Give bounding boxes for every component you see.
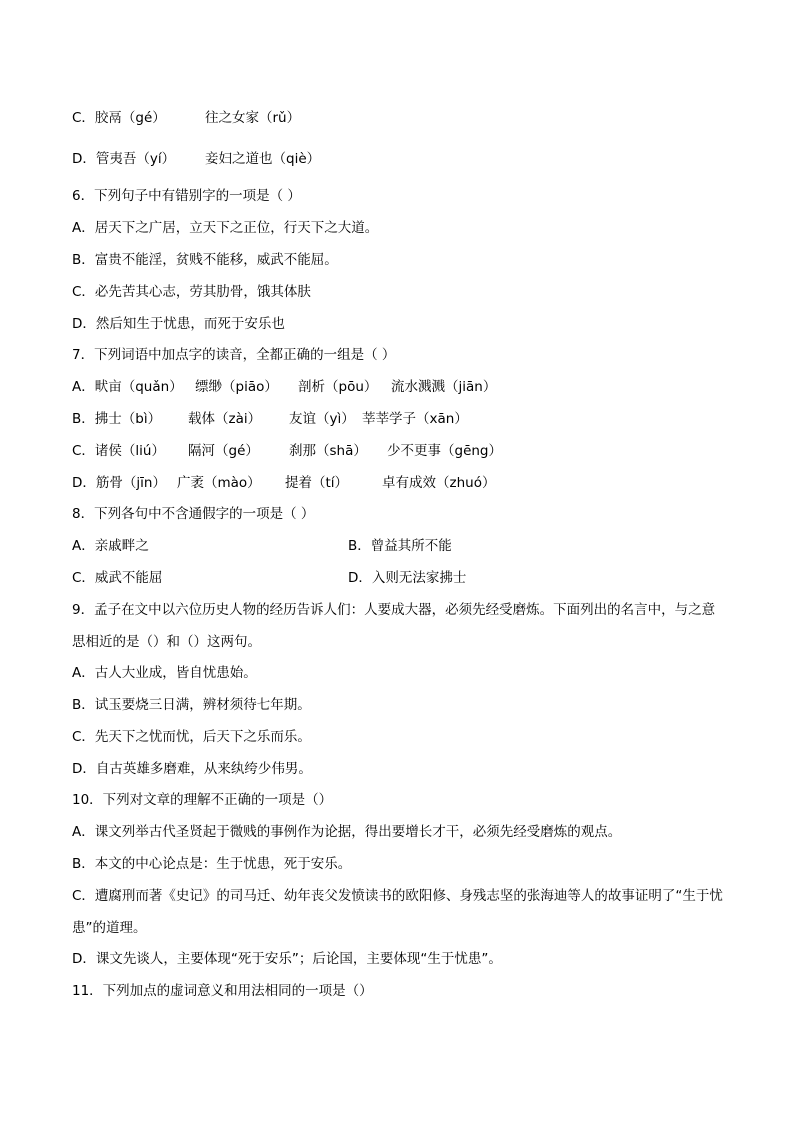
q7-c-item-3: 刹那（shā）: [289, 443, 367, 459]
q5-option-d-word2: 妾妇之道也（qiè）: [205, 151, 321, 167]
q9-option-c: C．先天下之忧而忧，后天下之乐而乐。: [72, 729, 311, 745]
q7-stem: 7．下列词语中加点字的读音，全都正确的一组是（ ）: [72, 347, 396, 363]
q7-a-item-4: 流水溅溅（jiān）: [391, 379, 497, 395]
q6-option-d: D．然后知生于忧患，而死于安乐也: [72, 316, 285, 332]
q7-d-item-4: 卓有成效（zhuó）: [382, 475, 496, 491]
q7-b-item-2: 载体（zài）: [188, 411, 262, 427]
q6-option-c: C．必先苦其心志，劳其肋骨，饿其体肤: [72, 284, 311, 300]
q10-stem: 10．下列对文章的理解不正确的一项是（）: [72, 792, 333, 808]
q9-stem: 9．孟子在文中以六位历史人物的经历告诉人们：人要成大器，必须先经受磨炼。下面列出的名言中，与之意思相近的是（）和（）这两句。: [72, 602, 716, 650]
q8-option-d: D．入则无法家拂士: [348, 570, 467, 586]
q7-b-item-3: 友谊（yì）: [289, 411, 355, 427]
q7-option-b: [72, 409, 734, 429]
q7-option-a: [72, 377, 734, 397]
q10-option-d: D．课文先谈人，主要体现“死于安乐”；后论国，主要体现“生于忧患”。: [72, 951, 502, 967]
q5-option-d-word1: D．管夷吾（yí）: [72, 151, 176, 167]
q7-a-item-3: 剖析（pōu）: [298, 379, 378, 395]
q6-option-b: B．富贵不能淫，贫贱不能移，威武不能屈。: [72, 252, 338, 268]
q8-option-c: C．威武不能屈: [72, 570, 163, 586]
q7-b-item-1: B．拂士（bì）: [72, 411, 162, 427]
q7-a-item-1: A．畎亩（quǎn）: [72, 379, 183, 395]
q6-option-a: A．居天下之广居，立天下之正位，行天下之大道。: [72, 220, 379, 236]
q7-b-item-4: 莘莘学子（xān）: [362, 411, 468, 427]
q9-option-a: A．古人大业成，皆自忧患始。: [72, 665, 257, 681]
q7-d-item-2: 广袤（mào）: [177, 475, 261, 491]
q7-d-item-1: D．筋骨（jīn）: [72, 475, 166, 491]
q8-row-2: [72, 568, 734, 588]
q10-option-a: A．课文列举古代圣贤起于微贱的事例作为论据，得出要增长才干，必须先经受磨炼的观点。: [72, 824, 622, 840]
q8-stem: 8．下列各句中不含通假字的一项是（ ）: [72, 506, 315, 522]
q8-option-b: B．曾益其所不能: [348, 538, 452, 554]
q5-option-c-word1: C．胶鬲（gé）: [72, 110, 166, 126]
q7-c-item-1: C．诸侯（liú）: [72, 443, 165, 459]
q10-option-c: C．遭腐刑而著《史记》的司马迁、幼年丧父发愤读书的欧阳修、身残志坚的张海迪等人的故事证明了“生于忧患”的道理。: [72, 888, 723, 936]
q8-row-1: [72, 536, 734, 556]
q7-option-c: [72, 441, 734, 461]
q7-c-item-4: 少不更事（gēng）: [387, 443, 503, 459]
q6-stem: 6．下列句子中有错别字的一项是（ ）: [72, 188, 301, 204]
q9-option-b: B．试玉要烧三日满，辨材须待七年期。: [72, 697, 311, 713]
q7-option-d: [72, 473, 734, 493]
q5-option-c-word2: 往之女家（rǔ）: [205, 110, 301, 126]
q5-option-d: [72, 149, 734, 169]
q9-option-d: D．自古英雄多磨难，从来纨绔少伟男。: [72, 761, 312, 777]
q7-a-item-2: 缥缈（piāo）: [195, 379, 278, 395]
q7-c-item-2: 隔河（gé）: [188, 443, 259, 459]
q10-option-b: B．本文的中心论点是：生于忧患，死于安乐。: [72, 856, 352, 872]
q7-d-item-3: 提着（tí）: [285, 475, 349, 491]
q8-option-a: A．亲戚畔之: [72, 538, 149, 554]
q11-stem: 11．下列加点的虚词意义和用法相同的一项是（）: [72, 983, 373, 999]
q5-option-c: [72, 108, 734, 128]
